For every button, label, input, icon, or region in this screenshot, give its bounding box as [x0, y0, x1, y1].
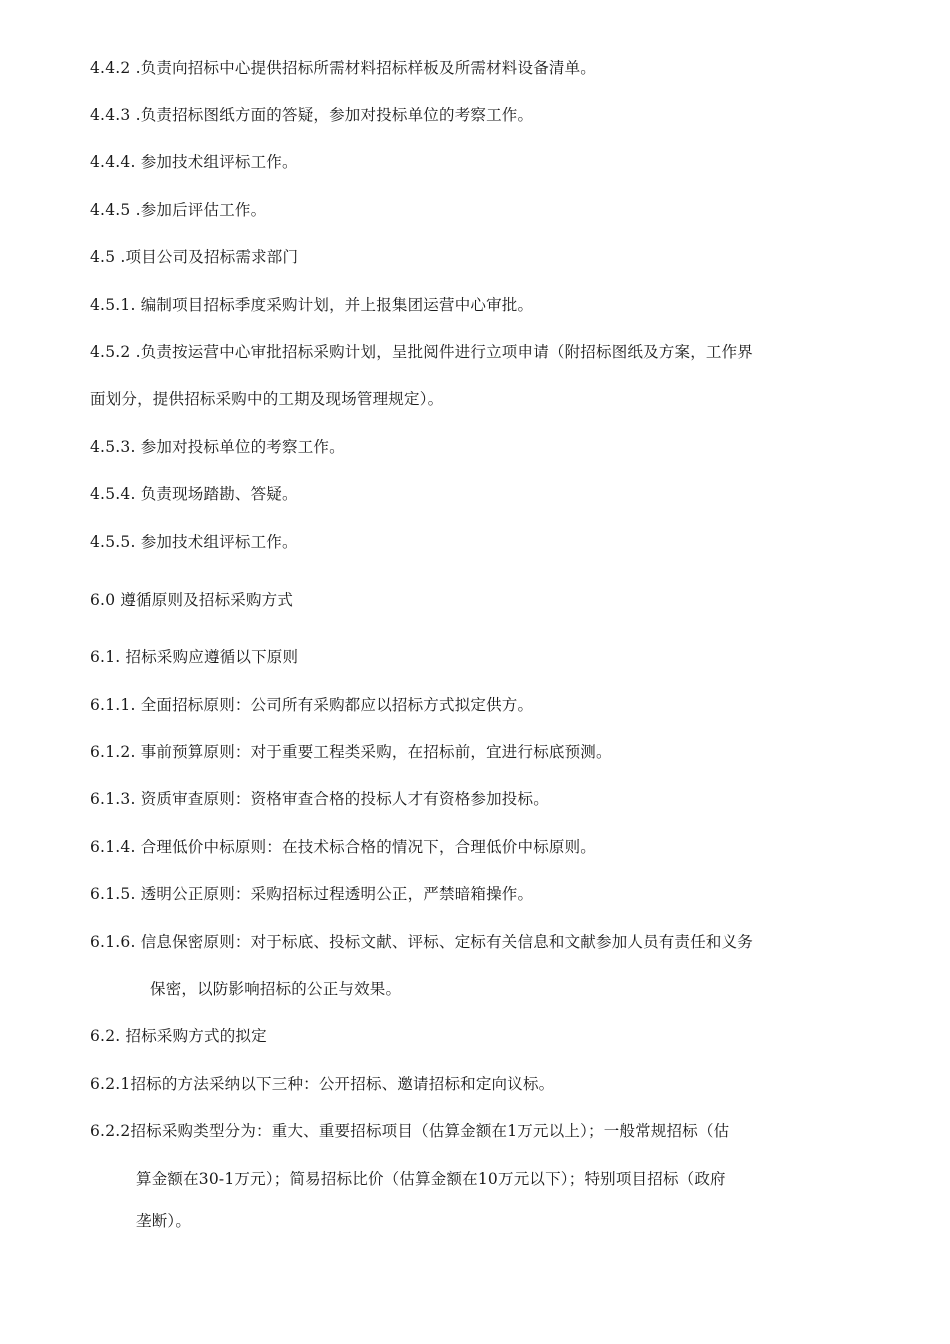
clause-4-5-2: 4.5.2 .负责按运营中心审批招标采购计划，呈批阅件进行立项申请（附招标图纸及方案，工作界: [90, 343, 753, 361]
clause-6-1-4: 6.1.4. 合理低价中标原则：在技术标合格的情况下，合理低价中标原则。: [90, 838, 596, 856]
clause-6-1-6-continued: 保密，以防影响招标的公正与效果。: [150, 980, 402, 998]
clause-6-1-5: 6.1.5. 透明公正原则：采购招标过程透明公正，严禁暗箱操作。: [90, 885, 534, 903]
clause-6-2-1: 6.2.1招标的方法采纳以下三种：公开招标、邀请招标和定向议标。: [90, 1075, 555, 1093]
section-6-0-heading: 6.0 遵循原则及招标采购方式: [90, 591, 294, 609]
clause-6-2-2-continued-2: 垄断）。: [136, 1212, 192, 1230]
clause-4-4-2: 4.4.2 .负责向招标中心提供招标所需材料招标样板及所需材料设备清单。: [90, 59, 596, 77]
clause-4-5-1: 4.5.1. 编制项目招标季度采购计划，并上报集团运营中心审批。: [90, 296, 534, 314]
clause-6-1-3: 6.1.3. 资质审查原则：资格审查合格的投标人才有资格参加投标。: [90, 790, 549, 808]
clause-6-2-2: 6.2.2招标采购类型分为：重大、重要招标项目（估算金额在1万元以上）；一般常规招标（估: [90, 1122, 730, 1140]
clause-4-5-4: 4.5.4. 负责现场踏勘、答疑。: [90, 485, 298, 503]
clause-4-5-5: 4.5.5. 参加技术组评标工作。: [90, 533, 298, 551]
clause-6-1-6: 6.1.6. 信息保密原则：对于标底、投标文献、评标、定标有关信息和文献参加人员有责任和义务: [90, 933, 753, 951]
clause-6-1-1: 6.1.1. 全面招标原则：公司所有采购都应以招标方式拟定供方。: [90, 696, 534, 714]
clause-6-2-2-continued: 算金额在30-1万元）；简易招标比价（估算金额在10万元以下）；特别项目招标（政府: [136, 1170, 726, 1188]
clause-6-1-2: 6.1.2. 事前预算原则：对于重要工程类采购，在招标前，宜进行标底预测。: [90, 743, 612, 761]
clause-4-5-2-continued: 面划分，提供招标采购中的工期及现场管理规定）。: [90, 390, 444, 408]
clause-4-5-3: 4.5.3. 参加对投标单位的考察工作。: [90, 438, 345, 456]
section-6-1-heading: 6.1. 招标采购应遵循以下原则: [90, 648, 299, 666]
clause-4-4-3: 4.4.3 .负责招标图纸方面的答疑，参加对投标单位的考察工作。: [90, 106, 534, 124]
section-4-5-heading: 4.5 .项目公司及招标需求部门: [90, 248, 299, 266]
clause-4-4-5: 4.4.5 .参加后评估工作。: [90, 201, 267, 219]
clause-4-4-4: 4.4.4. 参加技术组评标工作。: [90, 153, 298, 171]
section-6-2-heading: 6.2. 招标采购方式的拟定: [90, 1027, 267, 1045]
